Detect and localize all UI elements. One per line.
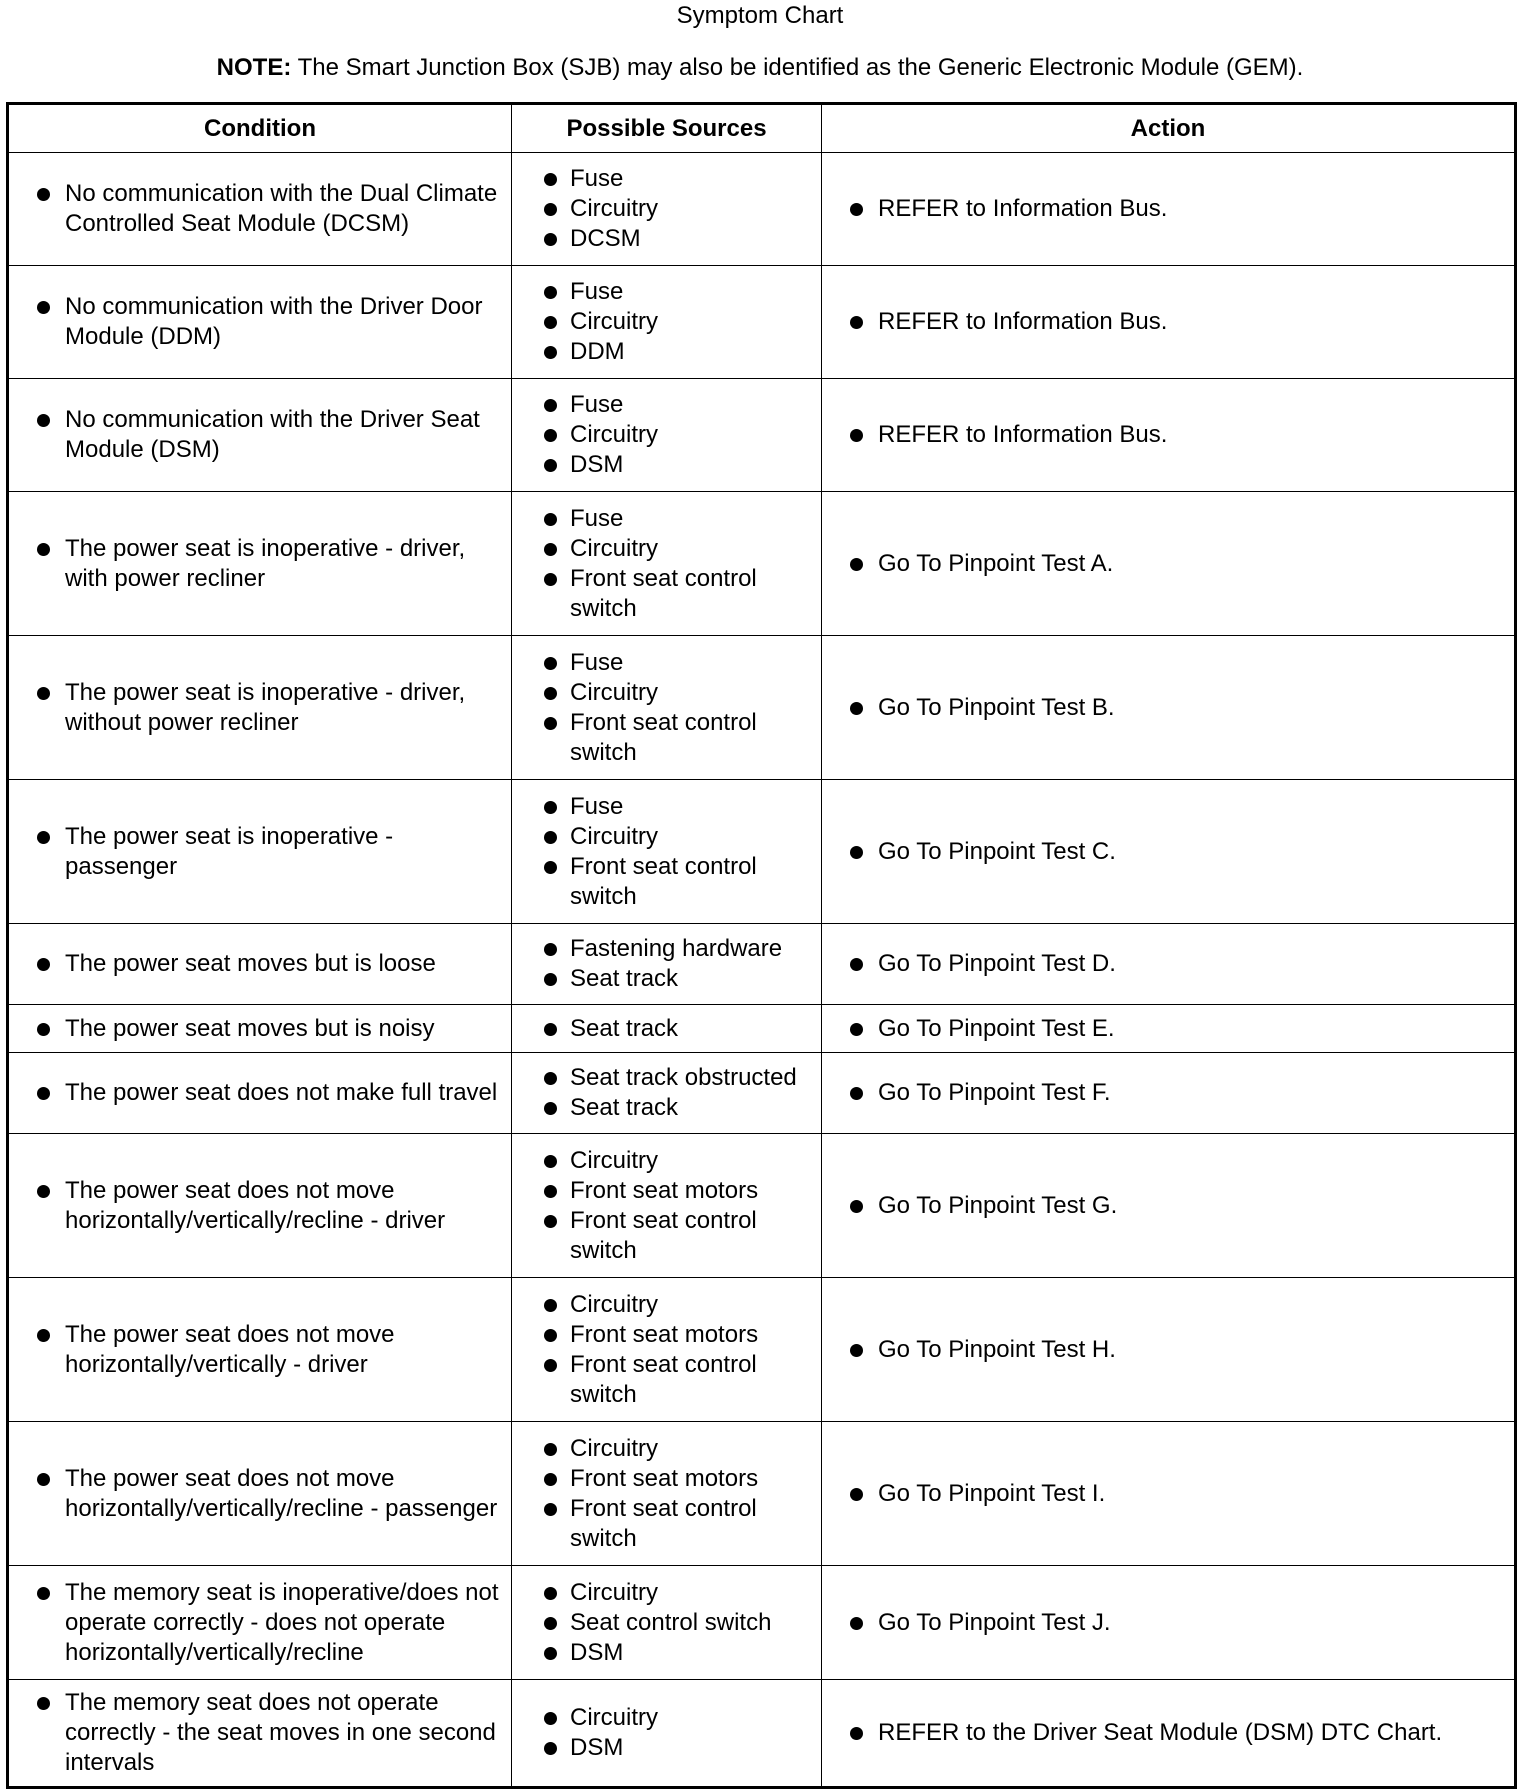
action-text: Go To Pinpoint Test G. (822, 1191, 1514, 1221)
action-text: Go To Pinpoint Test I. (822, 1479, 1514, 1509)
condition-cell (8, 266, 512, 379)
source-item: Circuitry (512, 534, 821, 564)
source-item: Front seat motors (512, 1464, 821, 1494)
symptom-chart-table (6, 102, 1517, 1789)
source-item: Circuitry (512, 1146, 821, 1176)
source-item: Seat track (512, 1093, 821, 1123)
table-row (8, 1566, 1516, 1680)
table-body (8, 153, 1516, 1788)
action-cell (822, 266, 1516, 379)
table-row (8, 153, 1516, 266)
condition-cell (8, 780, 512, 924)
condition-text: The power seat does not move horizontally/vertically/recline - passenger (9, 1464, 511, 1524)
action-text: Go To Pinpoint Test J. (822, 1608, 1514, 1638)
action-text: Go To Pinpoint Test F. (822, 1078, 1514, 1108)
source-item: Front seat control switch (512, 1206, 821, 1266)
table-row (8, 924, 1516, 1005)
source-item: Front seat control switch (512, 564, 821, 624)
action-text: Go To Pinpoint Test D. (822, 949, 1514, 979)
table-row (8, 636, 1516, 780)
possible-sources-cell (512, 492, 822, 636)
source-item: DCSM (512, 224, 821, 254)
source-item: Fuse (512, 277, 821, 307)
condition-text: The memory seat is inoperative/does not operate correctly - does not operate horizontally/vertically/recline (9, 1578, 511, 1668)
condition-cell (8, 1680, 512, 1788)
source-item: Circuitry (512, 1703, 821, 1733)
condition-text: The power seat is inoperative - driver, without power recliner (9, 678, 511, 738)
condition-cell (8, 1005, 512, 1053)
action-text: REFER to Information Bus. (822, 420, 1514, 450)
possible-sources-cell (512, 1422, 822, 1566)
possible-sources-cell (512, 266, 822, 379)
source-item: Fastening hardware (512, 934, 821, 964)
condition-text: The power seat is inoperative - driver, with power recliner (9, 534, 511, 594)
action-text: Go To Pinpoint Test B. (822, 693, 1514, 723)
source-item: DDM (512, 337, 821, 367)
action-cell (822, 153, 1516, 266)
header-action: Action (822, 104, 1516, 153)
condition-text: No communication with the Driver Seat Module (DSM) (9, 405, 511, 465)
table-row (8, 266, 1516, 379)
table-row (8, 1278, 1516, 1422)
table-row (8, 492, 1516, 636)
condition-text: The power seat moves but is loose (9, 949, 511, 979)
source-item: Seat track (512, 1014, 821, 1044)
source-item: DSM (512, 1638, 821, 1668)
action-cell (822, 924, 1516, 1005)
condition-cell (8, 1422, 512, 1566)
source-item: Fuse (512, 390, 821, 420)
source-item: Front seat motors (512, 1320, 821, 1350)
action-cell (822, 636, 1516, 780)
note-text: The Smart Junction Box (SJB) may also be identified as the Generic Electronic Module (GEM). (291, 54, 1304, 81)
source-item: Fuse (512, 504, 821, 534)
header-condition: Condition (8, 104, 512, 153)
source-item: Fuse (512, 164, 821, 194)
condition-cell (8, 1278, 512, 1422)
possible-sources-cell (512, 1005, 822, 1053)
action-text: Go To Pinpoint Test A. (822, 549, 1514, 579)
possible-sources-cell (512, 780, 822, 924)
condition-text: The power seat does not move horizontally/vertically - driver (9, 1320, 511, 1380)
action-text: Go To Pinpoint Test C. (822, 837, 1514, 867)
source-item: Circuitry (512, 194, 821, 224)
action-text: REFER to Information Bus. (822, 194, 1514, 224)
table-row (8, 1005, 1516, 1053)
action-cell (822, 1680, 1516, 1788)
action-cell (822, 1566, 1516, 1680)
source-item: Circuitry (512, 1434, 821, 1464)
condition-cell (8, 379, 512, 492)
source-item: Seat track obstructed (512, 1063, 821, 1093)
possible-sources-cell (512, 924, 822, 1005)
condition-cell (8, 924, 512, 1005)
action-cell (822, 1422, 1516, 1566)
source-item: Circuitry (512, 420, 821, 450)
header-possible-sources: Possible Sources (512, 104, 822, 153)
action-text: Go To Pinpoint Test E. (822, 1014, 1514, 1044)
condition-cell (8, 1134, 512, 1278)
source-item: Circuitry (512, 678, 821, 708)
action-cell (822, 1005, 1516, 1053)
condition-text: The power seat does not make full travel (9, 1078, 511, 1108)
possible-sources-cell (512, 1134, 822, 1278)
condition-cell (8, 153, 512, 266)
possible-sources-cell (512, 153, 822, 266)
source-item: Circuitry (512, 822, 821, 852)
source-item: Front seat control switch (512, 1350, 821, 1410)
table-row (8, 1422, 1516, 1566)
source-item: Circuitry (512, 1290, 821, 1320)
source-item: Seat track (512, 964, 821, 994)
action-cell (822, 1134, 1516, 1278)
condition-text: The power seat moves but is noisy (9, 1014, 511, 1044)
condition-cell (8, 1566, 512, 1680)
possible-sources-cell (512, 1278, 822, 1422)
possible-sources-cell (512, 636, 822, 780)
condition-text: The memory seat does not operate correctly - the seat moves in one second intervals (9, 1688, 511, 1778)
source-item: Fuse (512, 648, 821, 678)
source-item: Front seat control switch (512, 708, 821, 768)
action-cell (822, 1278, 1516, 1422)
condition-text: No communication with the Driver Door Module (DDM) (9, 292, 511, 352)
source-item: Front seat control switch (512, 852, 821, 912)
condition-cell (8, 1053, 512, 1134)
possible-sources-cell (512, 379, 822, 492)
condition-text: The power seat is inoperative - passenger (9, 822, 511, 882)
action-cell (822, 492, 1516, 636)
condition-cell (8, 636, 512, 780)
note (0, 54, 1520, 82)
source-item: DSM (512, 450, 821, 480)
action-cell (822, 1053, 1516, 1134)
table-row (8, 1053, 1516, 1134)
condition-text: The power seat does not move horizontally/vertically/recline - driver (9, 1176, 511, 1236)
condition-text: No communication with the Dual Climate Controlled Seat Module (DCSM) (9, 179, 511, 239)
possible-sources-cell (512, 1566, 822, 1680)
possible-sources-cell (512, 1680, 822, 1788)
source-item: Seat control switch (512, 1608, 821, 1638)
note-label: NOTE: (216, 54, 292, 81)
source-item: Fuse (512, 792, 821, 822)
action-cell (822, 379, 1516, 492)
action-text: REFER to Information Bus. (822, 307, 1514, 337)
source-item: Circuitry (512, 1578, 821, 1608)
page-title: Symptom Chart (676, 2, 844, 29)
action-cell (822, 780, 1516, 924)
source-item: Front seat motors (512, 1176, 821, 1206)
action-text: REFER to the Driver Seat Module (DSM) DTC Chart. (822, 1718, 1514, 1748)
table-row (8, 780, 1516, 924)
source-item: Front seat control switch (512, 1494, 821, 1554)
action-text: Go To Pinpoint Test H. (822, 1335, 1514, 1365)
table-row (8, 1134, 1516, 1278)
table-row (8, 379, 1516, 492)
possible-sources-cell (512, 1053, 822, 1134)
source-item: DSM (512, 1733, 821, 1763)
condition-cell (8, 492, 512, 636)
table-header-row (8, 104, 1516, 153)
source-item: Circuitry (512, 307, 821, 337)
table-row (8, 1680, 1516, 1788)
